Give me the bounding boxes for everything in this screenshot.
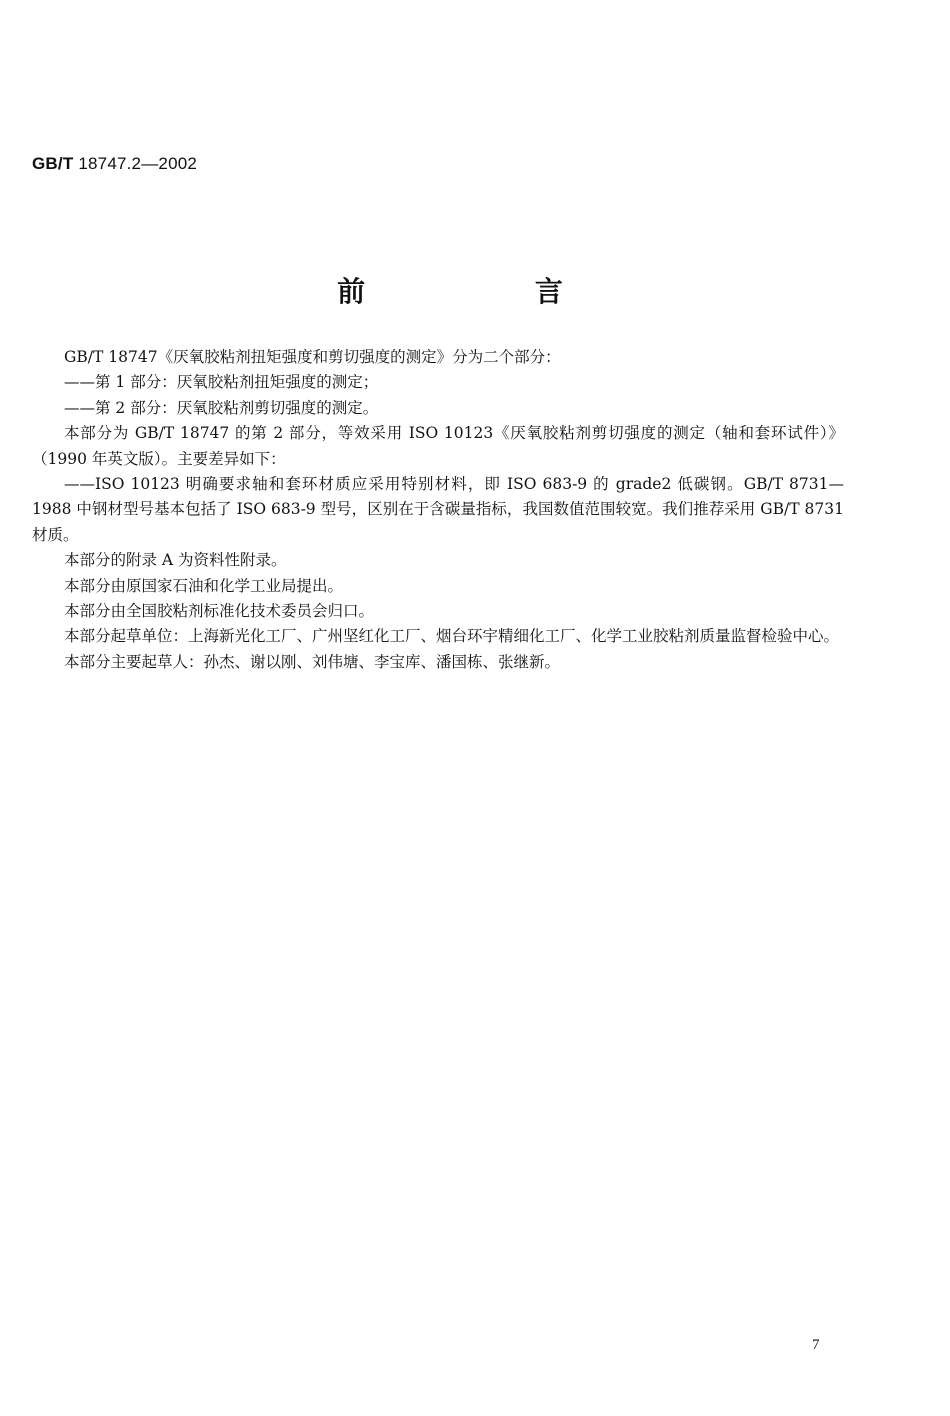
paragraph-drafters: 本部分主要起草人：孙杰、谢以刚、刘伟塘、李宝库、潘国栋、张继新。 — [64, 652, 561, 671]
foreword-body — [32, 345, 844, 675]
paragraph-differences: ——ISO 10123 明确要求轴和套环材质应采用特别材料，即 ISO 683-9 的 grade2 低碳钢。GB/T 8731—1988 中钢材型号基本包括了 ISO 683-9 型号，区别在于含碳量指标，我国数值范围较宽。我们推荐采用 GB/T 8731 材质。 — [32, 475, 844, 544]
standard-number: 18747.2—2002 — [78, 154, 198, 173]
paragraph-part-2: ——第 2 部分：厌氧胶粘剂剪切强度的测定。 — [64, 398, 379, 417]
paragraph-annex: 本部分的附录 A 为资料性附录。 — [64, 551, 287, 570]
paragraph-centralized-by: 本部分由全国胶粘剂标准化技术委员会归口。 — [64, 602, 375, 621]
paragraph-parts-intro: GB/T 18747《厌氧胶粘剂扭矩强度和剪切强度的测定》分为二个部分： — [64, 348, 561, 366]
paragraph-proposed-by: 本部分由原国家石油和化学工业局提出。 — [64, 576, 344, 595]
paragraph-drafting-units: 本部分起草单位：上海新光化工厂、广州坚红化工厂、烟台环宇精细化工厂、化学工业胶粘剂质量监督检验中心。 — [64, 627, 840, 646]
standard-prefix: GB/T — [32, 154, 74, 173]
page-number: 7 — [812, 1337, 820, 1353]
paragraph-equivalence: 本部分为 GB/T 18747 的第 2 部分，等效采用 ISO 10123《厌氧胶粘剂剪切强度的测定（轴和套环试件）》（1990 年英文版）。主要差异如下： — [32, 424, 844, 468]
standard-code — [32, 154, 197, 174]
paragraph-part-1: ——第 1 部分：厌氧胶粘剂扭矩强度的测定； — [64, 373, 379, 392]
page-title: 前 言 — [337, 275, 643, 308]
